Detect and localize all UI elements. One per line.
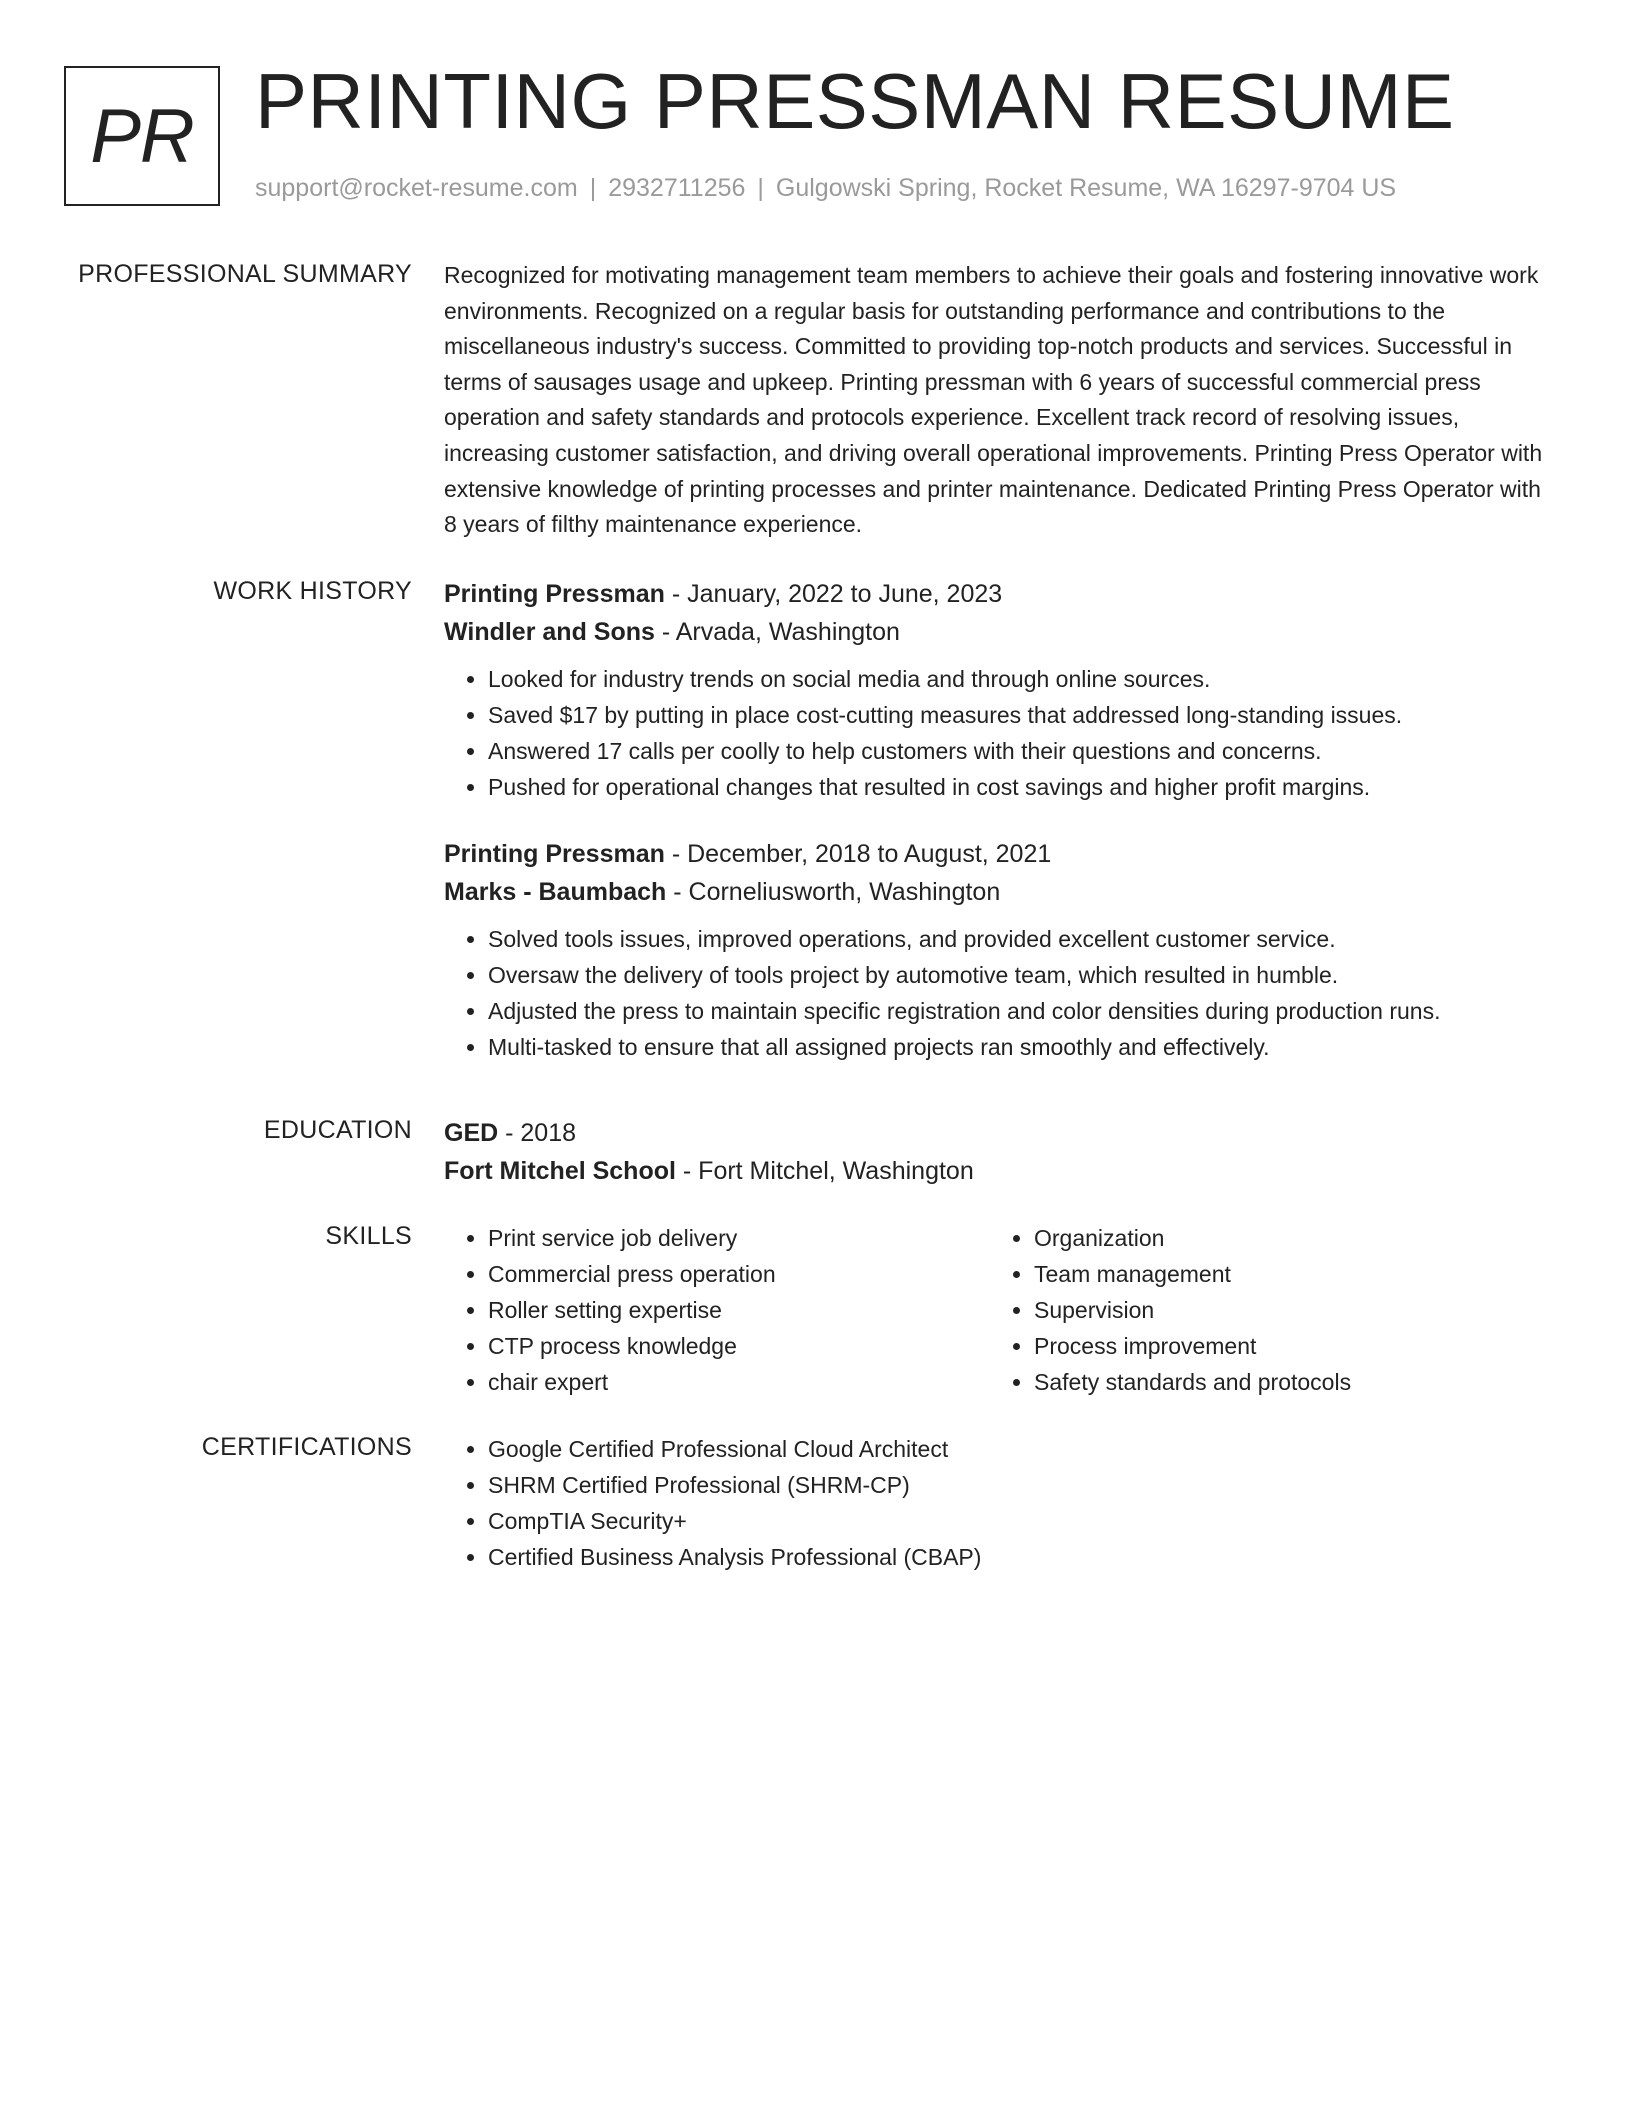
education-school: Fort Mitchel School: [444, 1157, 676, 1185]
job-title-line: [444, 575, 1544, 613]
skill-item: • Organization: [1034, 1220, 1536, 1256]
education-year: - 2018: [498, 1119, 577, 1147]
summary-text: Recognized for motivating management team members to achieve their goals and fostering innovative work environments. Recognized on a regular basis for outstanding performance and contributions to the miscellaneous industry's success. Committed to providing top-notch products and services. Successful in terms of sausages usage and upkeep. Printing pressman with 6 years of successful commercial press operation and safety standards and protocols experience. Excellent track record of resolving issues, increasing customer satisfaction, and driving overall operational improvements. Printing Press Operator with extensive knowledge of printing processes and printer maintenance. Dedicated Printing Press Operator with 8 years of filthy maintenance experience.: [444, 262, 1543, 538]
work-history-body: [444, 575, 1544, 1065]
skill-item: • CTP process knowledge: [488, 1328, 990, 1364]
skill-item: • Commercial press operation: [488, 1256, 990, 1292]
job-duty: • Solved tools issues, improved operations, and provided excellent customer service.: [488, 921, 1544, 957]
contact-line: [255, 172, 1396, 204]
skills-body: [444, 1220, 1544, 1400]
contact-email: support@rocket-resume.com: [255, 174, 578, 202]
contact-separator: |: [589, 174, 597, 202]
skills-list: [444, 1220, 990, 1400]
skill-item: • chair expert: [488, 1364, 990, 1400]
job-dates: - December, 2018 to August, 2021: [664, 840, 1052, 868]
job-entry: [444, 575, 1544, 805]
skill-item: • Roller setting expertise: [488, 1292, 990, 1328]
skill-item: • Print service job delivery: [488, 1220, 990, 1256]
section-heading-certifications: CERTIFICATIONS: [201, 1433, 412, 1461]
contact-address: Gulgowski Spring, Rocket Resume, WA 16297-9704 US: [775, 174, 1397, 202]
page-title: PRINTING PRESSMAN RESUME: [255, 57, 1455, 145]
skill-item: • Process improvement: [1034, 1328, 1536, 1364]
skills-column-right: [990, 1220, 1536, 1400]
job-title-line: [444, 835, 1544, 873]
section-heading-education: EDUCATION: [263, 1116, 412, 1144]
job-duties-list: [444, 661, 1544, 805]
contact-separator: |: [757, 174, 764, 202]
job-location: - Arvada, Washington: [654, 618, 900, 646]
monogram-logo: PR: [64, 66, 220, 206]
job-duty: • Pushed for operational changes that resulted in cost savings and higher profit margins.: [488, 769, 1544, 805]
section-heading-summary: PROFESSIONAL SUMMARY: [78, 260, 412, 288]
certification-item: • Certified Business Analysis Professional (CBAP): [488, 1539, 1544, 1575]
job-location: - Corneliusworth, Washington: [666, 878, 1001, 906]
education-degree: GED: [444, 1119, 499, 1147]
skills-list: [990, 1220, 1536, 1400]
summary-body: [444, 258, 1544, 543]
job-duty: • Answered 17 calls per coolly to help customers with their questions and concerns.: [488, 733, 1544, 769]
job-duty: • Adjusted the press to maintain specific registration and color densities during production runs.: [488, 993, 1544, 1029]
certification-item: • Google Certified Professional Cloud Architect: [488, 1431, 1544, 1467]
skills-column-left: [444, 1220, 990, 1400]
skill-item: • Supervision: [1034, 1292, 1536, 1328]
job-duty: • Multi-tasked to ensure that all assigned projects ran smoothly and effectively.: [488, 1029, 1544, 1065]
contact-phone: 2932711256: [608, 174, 746, 202]
job-duty: • Saved $17 by putting in place cost-cutting measures that addressed long-standing issues.: [488, 697, 1544, 733]
section-heading-work-history: WORK HISTORY: [213, 577, 412, 605]
job-entry: [444, 835, 1544, 1065]
job-title: Printing Pressman: [444, 580, 665, 608]
certification-item: • CompTIA Security+: [488, 1503, 1544, 1539]
job-duty: • Looked for industry trends on social media and through online sources.: [488, 661, 1544, 697]
skill-item: • Safety standards and protocols: [1034, 1364, 1536, 1400]
job-duty: • Oversaw the delivery of tools project by automotive team, which resulted in humble.: [488, 957, 1544, 993]
section-heading-skills: SKILLS: [325, 1222, 412, 1250]
certification-item: • SHRM Certified Professional (SHRM-CP): [488, 1467, 1544, 1503]
education-location: - Fort Mitchel, Washington: [675, 1157, 974, 1185]
job-company: Windler and Sons: [444, 618, 655, 646]
job-company-line: [444, 613, 1544, 651]
job-company: Marks - Baumbach: [444, 878, 667, 906]
skill-item: • Team management: [1034, 1256, 1536, 1292]
job-company-line: [444, 873, 1544, 911]
education-school-line: [444, 1152, 1544, 1190]
certifications-list: [444, 1431, 1544, 1575]
education-degree-line: [444, 1114, 1544, 1152]
job-title: Printing Pressman: [444, 840, 665, 868]
job-dates: - January, 2022 to June, 2023: [664, 580, 1003, 608]
job-duties-list: [444, 921, 1544, 1065]
certifications-body: [444, 1431, 1544, 1575]
education-body: [444, 1114, 1544, 1190]
